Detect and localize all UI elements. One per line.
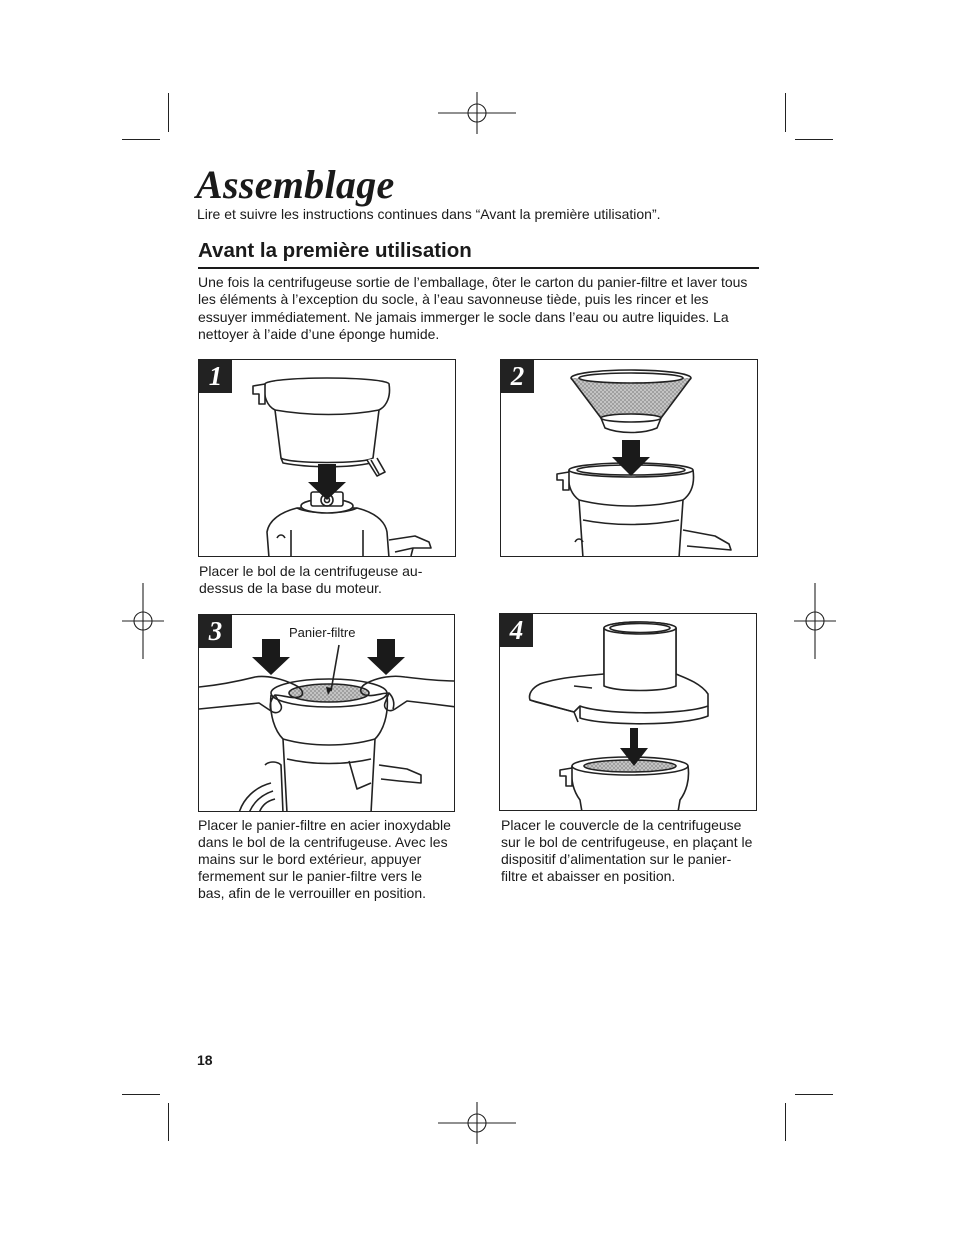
step-4-illustration bbox=[499, 613, 757, 811]
step-1-caption: Placer le bol de la centrifugeuse au-dessus de la base du moteur. bbox=[199, 563, 423, 596]
cover-onto-bowl-drawing bbox=[500, 614, 757, 811]
intro-text: Lire et suivre les instructions continues dans “Avant la première utilisation”. bbox=[197, 206, 661, 222]
step-3-illustration bbox=[198, 614, 455, 812]
crop-mark bbox=[122, 1094, 160, 1095]
pressing-filter-basket-drawing bbox=[199, 615, 455, 812]
crop-mark bbox=[785, 93, 786, 132]
section-body: Une fois la centrifugeuse sortie de l’emballage, ôter le carton du panier-filtre et laver tous les éléments à l’exception du socle, à l’eau savonneuse tiède, puis les rincer et les essuyer immédiatement. Ne jamais immerger le socle dans l’eau ou autre liquides. La nettoyer à l’aide d’une éponge humide. bbox=[198, 274, 748, 342]
crop-mark bbox=[168, 1103, 169, 1141]
step-number-badge: 4 bbox=[500, 614, 533, 647]
page-number: 18 bbox=[197, 1052, 213, 1068]
registration-mark bbox=[794, 582, 836, 660]
section-heading: Avant la première utilisation bbox=[198, 237, 759, 269]
crop-mark bbox=[122, 139, 160, 140]
juicer-bowl-over-base-drawing bbox=[199, 360, 456, 557]
page-title: Assemblage bbox=[196, 162, 395, 207]
step-4-caption: Placer le couvercle de la centrifugeuse sur le bol de centrifugeuse, en plaçant le dispositif d’alimentation sur le panier-filtre et abaisser en position. bbox=[501, 817, 753, 884]
step-1-illustration bbox=[198, 359, 456, 557]
step-number-badge: 3 bbox=[199, 615, 232, 648]
filter-basket-callout: Panier-filtre bbox=[289, 625, 356, 640]
crop-mark bbox=[785, 1103, 786, 1141]
registration-mark bbox=[122, 582, 164, 660]
crop-mark bbox=[795, 1094, 833, 1095]
step-2-illustration bbox=[500, 359, 758, 557]
filter-basket-into-bowl-drawing bbox=[501, 360, 758, 557]
registration-mark bbox=[437, 92, 517, 134]
step-number-badge: 2 bbox=[501, 360, 534, 393]
step-number-badge: 1 bbox=[199, 360, 232, 393]
registration-mark bbox=[437, 1102, 517, 1144]
step-3-caption: Placer le panier-filtre en acier inoxydable dans le bol de la centrifugeuse. Avec les mains sur le bord extérieur, appuyer fermement sur le panier-filtre vers le bas, afin de le verrouiller en position. bbox=[198, 817, 451, 901]
crop-mark bbox=[168, 93, 169, 132]
crop-mark bbox=[795, 139, 833, 140]
